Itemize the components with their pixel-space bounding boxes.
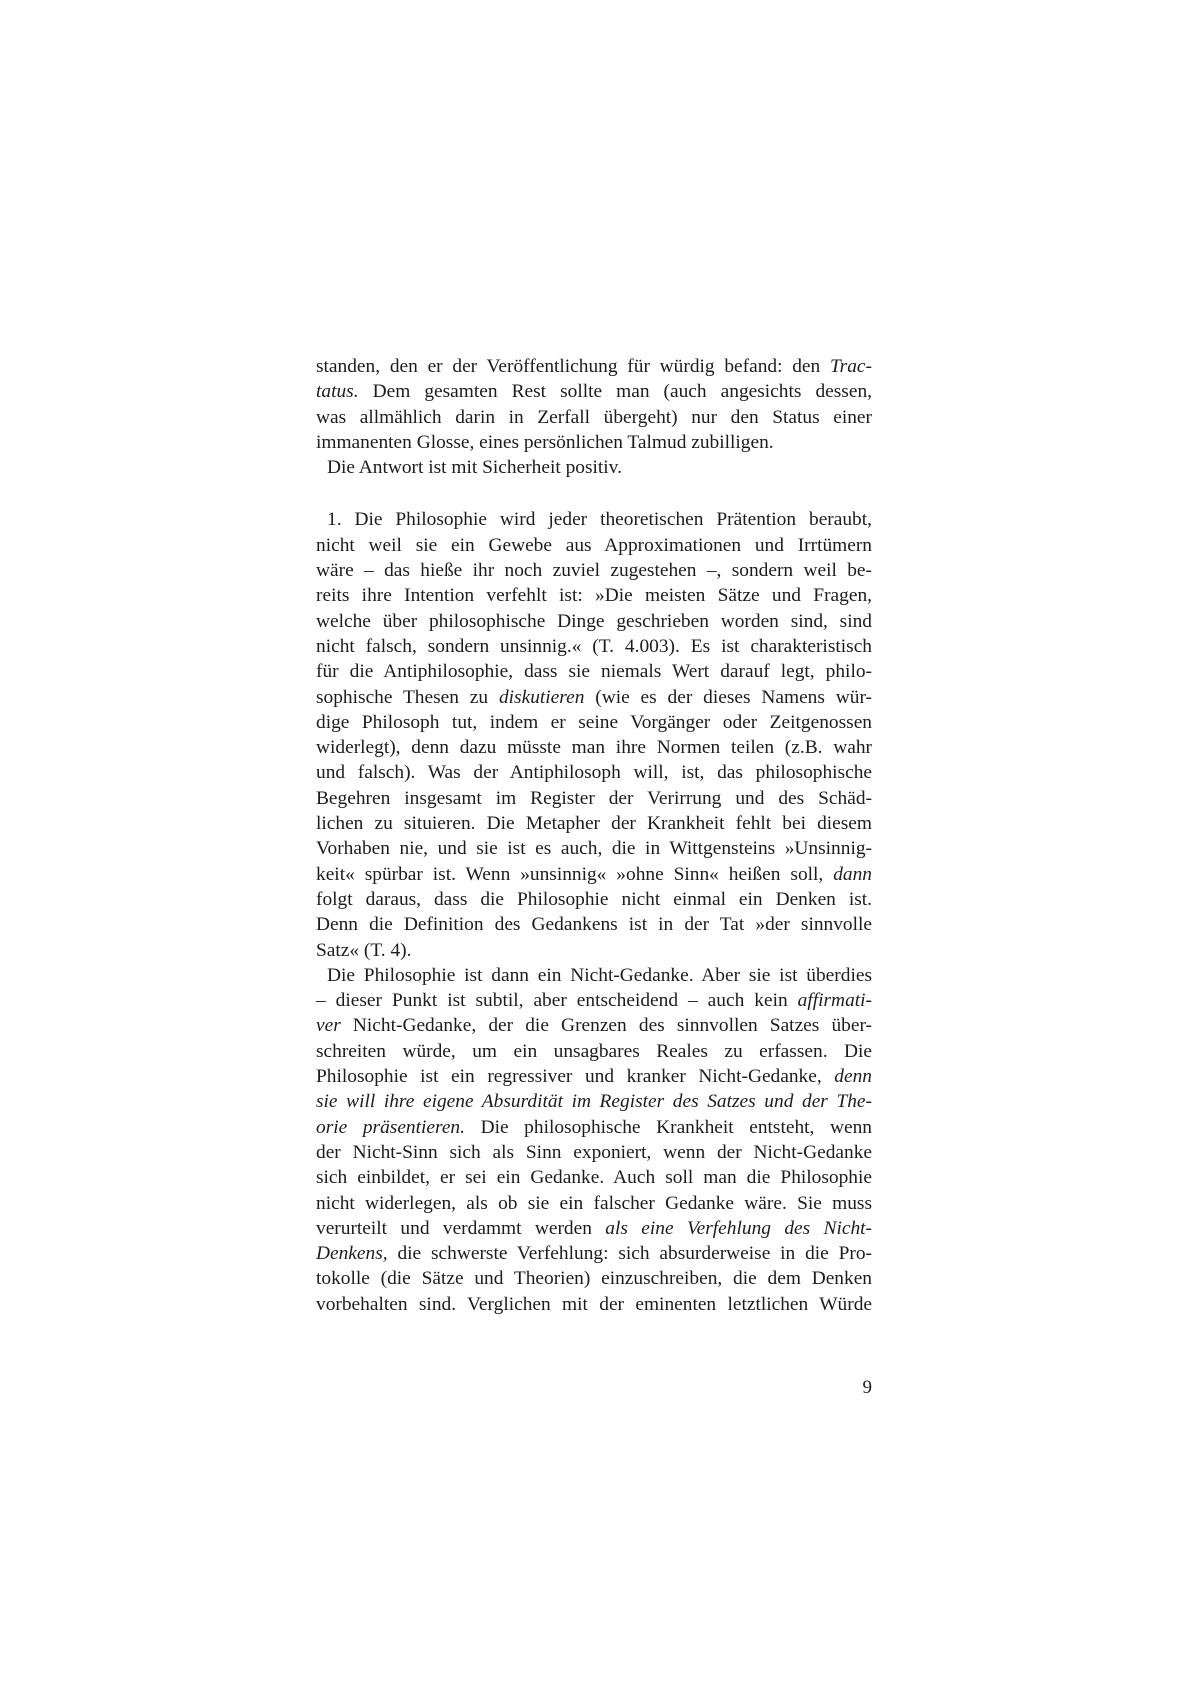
text-line [316,685,872,710]
text-run: immanenten Glosse, eines persönlichen Talmud zubilligen. [316,431,774,453]
italic-text: als eine Verfehlung des Nicht- [605,1217,872,1239]
text-run: der Nicht-Sinn sich als Sinn exponiert, wenn der Nicht-Gedanke [316,1141,872,1163]
text-run: Satz« (T. 4). [316,939,412,961]
text-line [316,1140,872,1165]
text-line [316,1013,872,1038]
text-line [316,836,872,861]
text-line [316,1191,872,1216]
text-line [316,507,872,532]
paragraph-tractatus [316,354,872,455]
text-line [316,1165,872,1190]
text-line [316,659,872,684]
text-run: die schwerste Verfehlung: sich absurderweise in die Pro- [387,1243,872,1265]
italic-text: ver [316,1015,341,1037]
text-run: Nicht-Gedanke, der die Grenzen des sinnvollen Satzes über- [340,1015,872,1037]
page-number: 9 [862,1377,872,1398]
text-line [316,354,872,379]
text-line [316,938,872,963]
text-line [316,710,872,735]
text-run: nicht weil sie ein Gewebe aus Approximationen und Irrtümern [316,534,872,556]
italic-text: orie präsentieren. [316,1116,465,1138]
text-run: widerlegt), denn dazu müsste man ihre Normen teilen (z.B. wahr [316,737,872,759]
text-run: welche über philosophische Dinge geschrieben worden sind, sind [316,610,872,632]
text-run: sophische Thesen zu [316,686,499,708]
text-run: nicht falsch, sondern unsinnig.« (T. 4.003). Es ist charakteristisch [316,635,872,657]
text-line [316,558,872,583]
text-line [316,430,872,455]
text-run: dige Philosoph tut, indem er seine Vorgänger oder Zeitgenossen [316,711,872,733]
italic-text: Denkens, [316,1243,388,1265]
text-line [316,862,872,887]
text-run: tokolle (die Sätze und Theorien) einzuschreiben, die dem Denken [316,1268,872,1290]
italic-text: Trac- [829,356,872,377]
italic-text: denn [834,1066,872,1088]
paragraph-section-1 [316,507,872,962]
text-run: Begehren insgesamt im Register der Verirrung und des Schäd- [316,787,872,809]
italic-text: dann [833,863,872,885]
text-line [316,379,872,404]
text-line [316,455,872,480]
text-run: Die Philosophie ist dann ein Nicht-Gedanke. Aber sie ist überdies [327,964,872,986]
text-run: – dieser Punkt ist subtil, aber entscheidend – auch kein [316,990,798,1012]
text-run: sich einbildet, er sei ein Gedanke. Auch soll man die Philosophie [316,1167,872,1189]
text-run: Die Antwort ist mit Sicherheit positiv. [327,457,622,479]
text-run: Denn die Definition des Gedankens ist in der Tat »der sinnvolle [316,914,872,936]
text-line [316,1039,872,1064]
text-run: keit« spürbar ist. Wenn »unsinnig« »ohne Sinn« heißen soll, [316,863,834,885]
paragraph-nicht-gedanke [316,963,872,1317]
text-line [316,760,872,785]
text-line [316,912,872,937]
text-line [316,1115,872,1140]
text-line [316,609,872,634]
text-line [316,405,872,430]
text-run: Vorhaben nie, und sie ist es auch, die in Wittgensteins »Unsinnig- [316,838,872,860]
text-run: Die philosophische Krankheit entsteht, wenn [464,1116,872,1138]
text-line [316,634,872,659]
text-line [316,583,872,608]
italic-text: tatus. [316,381,359,403]
paragraph-answer [316,455,872,480]
text-line [316,988,872,1013]
text-run: und falsch). Was der Antiphilosoph will, ist, das philosophische [316,762,872,784]
text-run: folgt daraus, dass die Philosophie nicht einmal ein Denken ist. [316,888,872,910]
text-run: nicht widerlegen, als ob sie ein falscher Gedanke wäre. Sie muss [316,1192,872,1214]
text-line [316,735,872,760]
text-line [316,1266,872,1291]
text-line [316,533,872,558]
body-text [316,354,872,1317]
text-run: lichen zu situieren. Die Metapher der Krankheit fehlt bei diesem [316,813,872,835]
text-line [316,1241,872,1266]
text-line [316,1064,872,1089]
text-run: 1. Die Philosophie wird jeder theoretischen Prätention beraubt, [327,509,872,531]
italic-text: sie will ihre eigene Absurdität im Register des Satzes und der The- [316,1091,872,1113]
text-line [316,811,872,836]
italic-text: diskutieren [498,686,585,708]
text-line [316,1216,872,1241]
text-run: standen, den er der Veröffentlichung für würdig befand: den [316,356,830,377]
text-run: wäre – das hieße ihr noch zuviel zugestehen –, sondern weil be- [316,560,872,582]
text-run: Philosophie ist ein regressiver und kranker Nicht-Gedanke, [316,1066,835,1088]
text-line [316,786,872,811]
text-run: verurteilt und verdammt werden [316,1217,606,1239]
text-line [316,1292,872,1317]
section-gap [316,480,872,507]
text-run: Dem gesamten Rest sollte man (auch angesichts dessen, [358,381,872,403]
text-run: für die Antiphilosophie, dass sie niemals Wert darauf legt, philo- [316,661,872,683]
text-run: was allmählich darin in Zerfall übergeht) nur den Status einer [316,406,872,428]
italic-text: affirmati- [797,990,872,1012]
text-line [316,887,872,912]
text-run: (wie es der dieses Namens wür- [584,686,872,708]
text-line [316,1089,872,1114]
text-run: schreiten würde, um ein unsagbares Reales zu erfassen. Die [316,1040,872,1062]
text-line [316,963,872,988]
text-run: reits ihre Intention verfehlt ist: »Die meisten Sätze und Fragen, [316,585,872,607]
text-run: vorbehalten sind. Verglichen mit der eminenten letztlichen Würde [316,1293,872,1315]
